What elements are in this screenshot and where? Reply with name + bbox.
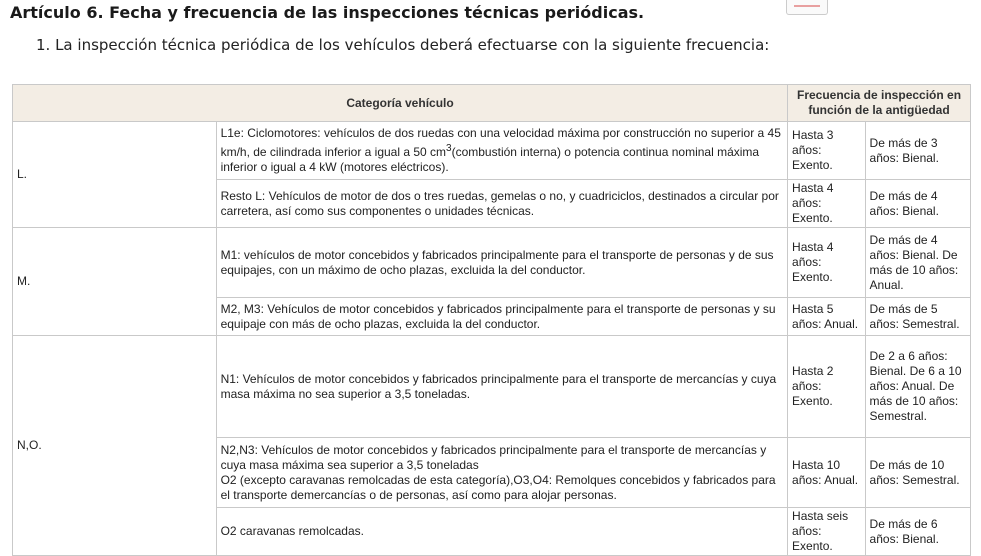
logo-icon bbox=[794, 5, 820, 7]
table-row bbox=[13, 228, 971, 298]
cell-freq: De más de 4 años: Bienal. De más de 10 años: Anual. bbox=[865, 228, 970, 298]
cell-freq: Hasta 4 años: Exento. bbox=[788, 228, 866, 298]
header-frequency: Frecuencia de inspección en función de la antigüedad bbox=[788, 85, 971, 122]
cell-m1: M1: vehículos de motor concebidos y fabricados principalmente para el transporte de personas y de sus equipajes, con un máximo de ocho plazas, excluida la del conductor. bbox=[216, 228, 787, 298]
header-category: Categoría vehículo bbox=[13, 85, 788, 122]
cell-n2 bbox=[216, 438, 787, 508]
superscript: 3 bbox=[446, 143, 452, 154]
cell-freq: De más de 5 años: Semestral. bbox=[865, 298, 970, 336]
logo-badge bbox=[786, 0, 828, 15]
cell-text: L1e: Ciclomotores: vehículos de dos ruedas con una velocidad máxima por construcción no superior a 45 km/h, de cilindrada inferior a igual a 50 cm bbox=[220, 126, 781, 159]
cell-freq: De más de 6 años: Bienal. bbox=[865, 508, 970, 556]
cell-m2: M2, M3: Vehículos de motor concebidos y fabricados principalmente para el transporte de personas y su equipaje con más de ocho plazas, excluida la del conductor. bbox=[216, 298, 787, 336]
cell-freq: Hasta 3 años: Exento. bbox=[788, 122, 866, 180]
cell-text: (combustión interna) o potencia continua nominal máxima inferior o igual a 4 kW (motores eléctricos). bbox=[220, 145, 760, 174]
cell-freq: Hasta 2 años: Exento. bbox=[788, 336, 866, 438]
cell-o2: O2 caravanas remolcadas. bbox=[216, 508, 787, 556]
group-no: N,O. bbox=[13, 336, 217, 556]
cell-freq: Hasta seis años: Exento. bbox=[788, 508, 866, 556]
cell-freq: De más de 4 años: Bienal. bbox=[865, 180, 970, 228]
cell-freq: De 2 a 6 años: Bienal. De 6 a 10 años: Anual. De más de 10 años: Semestral. bbox=[865, 336, 970, 438]
table-row bbox=[13, 336, 971, 438]
cell-freq: Hasta 10 años: Anual. bbox=[788, 438, 866, 508]
table-header-row bbox=[13, 85, 971, 122]
group-l: L. bbox=[13, 122, 217, 228]
cell-l1e bbox=[216, 122, 787, 180]
cell-text: O2 (excepto caravanas remolcadas de esta categoría),O3,O4: Remolques concebidos y fabricados para el transporte demercancías o de personas, así como para alojar personas. bbox=[220, 472, 776, 502]
cell-restol: Resto L: Vehículos de motor de dos o tres ruedas, gemelas o no, y cuadriciclos, destinados a circular por carretera, así como sus componentes o unidades técnicas. bbox=[216, 180, 787, 228]
cell-freq: De más de 3 años: Bienal. bbox=[865, 122, 970, 180]
table-row bbox=[13, 122, 971, 180]
paragraph-text: 1. La inspección técnica periódica de los vehículos deberá efectuarse con la siguiente frecuencia: bbox=[36, 36, 770, 54]
article-title: Artículo 6. Fecha y frecuencia de las inspecciones técnicas periódicas. bbox=[10, 3, 645, 22]
cell-freq: Hasta 4 años: Exento. bbox=[788, 180, 866, 228]
group-m: M. bbox=[13, 228, 217, 336]
cell-n1: N1: Vehículos de motor concebidos y fabricados principalmente para el transporte de mercancías y cuya masa máxima no sea superior a 3,5 toneladas. bbox=[216, 336, 787, 438]
inspection-table bbox=[12, 84, 971, 556]
cell-freq: De más de 10 años: Semestral. bbox=[865, 438, 970, 508]
cell-text: N2,N3: Vehículos de motor concebidos y fabricados principalmente para el transporte de mercancías y cuya masa máxima sea superior a 3,5 toneladas bbox=[220, 442, 767, 472]
cell-freq: Hasta 5 años: Anual. bbox=[788, 298, 866, 336]
